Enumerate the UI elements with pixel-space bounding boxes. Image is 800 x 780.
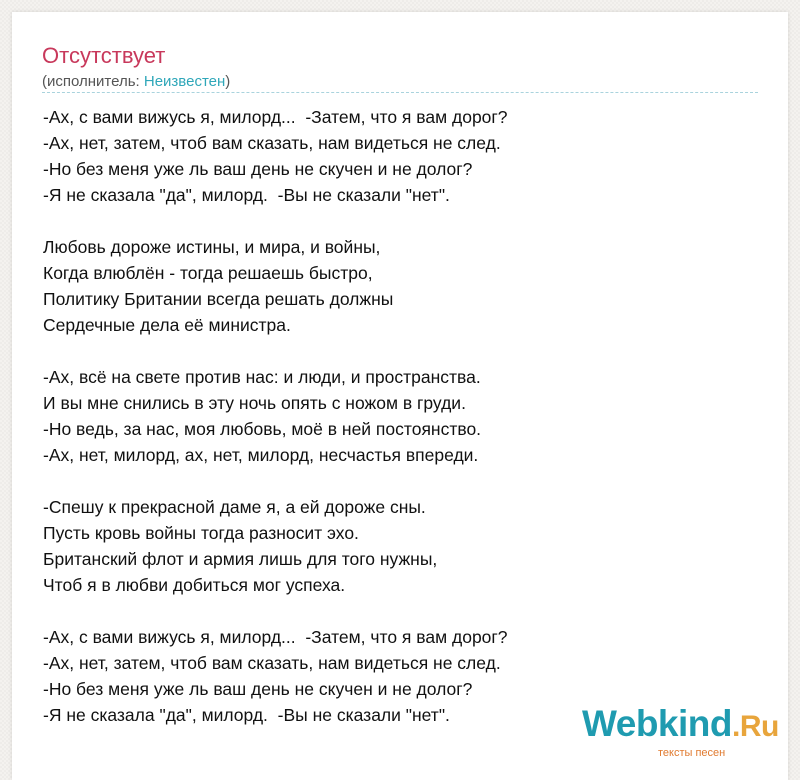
lyric-line: -Ах, нет, затем, чтоб вам сказать, нам видеться не след.	[43, 653, 501, 673]
lyric-line: Британский флот и армия лишь для того нужны,	[43, 549, 438, 569]
lyric-line: Любовь дороже истины, и мира, и войны,	[43, 237, 381, 257]
lyric-line: -Ах, с вами вижусь я, милорд... -Затем, что я вам дорог?	[43, 627, 508, 647]
lyric-line: -Я не сказала "да", милорд. -Вы не сказали "нет".	[43, 705, 450, 725]
lyric-line: Сердечные дела её министра.	[43, 315, 291, 335]
lyric-line: -Но ведь, за нас, моя любовь, моё в ней постоянство.	[43, 419, 482, 439]
lyric-line: Чтоб я в любви добиться мог успеха.	[43, 575, 346, 595]
lyric-line: -Я не сказала "да", милорд. -Вы не сказали "нет".	[43, 185, 450, 205]
logo-wordmark	[582, 702, 779, 749]
lyric-line: -Спешу к прекрасной даме я, а ей дороже сны.	[43, 497, 426, 517]
lyric-line: -Ах, нет, затем, чтоб вам сказать, нам видеться не след.	[43, 133, 501, 153]
song-title: Отсутствует	[42, 43, 166, 68]
webkind-logo[interactable]	[582, 702, 782, 762]
lyrics-body	[43, 104, 508, 754]
header-divider	[42, 92, 758, 93]
artist-suffix: )	[225, 73, 231, 90]
logo-tld: .Ru	[732, 710, 779, 743]
lyric-line: -Но без меня уже ль ваш день не скучен и не долог?	[43, 679, 473, 699]
stanza	[43, 234, 508, 338]
lyric-line: Политику Британии всегда решать должны	[43, 289, 394, 309]
stanza	[43, 364, 508, 468]
logo-name: Webkind	[582, 703, 732, 744]
artist-prefix: (исполнитель:	[42, 73, 144, 90]
lyric-line: -Ах, нет, милорд, ах, нет, милорд, несчастья впереди.	[43, 445, 479, 465]
artist-link[interactable]: Неизвестен	[143, 73, 226, 90]
lyric-line: -Но без меня уже ль ваш день не скучен и не долог?	[43, 159, 473, 179]
lyric-line: Пусть кровь войны тогда разносит эхо.	[43, 523, 359, 543]
lyrics-card	[12, 12, 788, 780]
stanza	[43, 494, 508, 598]
lyric-line: И вы мне снились в эту ночь опять с ножом в груди.	[43, 393, 466, 413]
lyric-line: -Ах, с вами вижусь я, милорд... -Затем, что я вам дорог?	[43, 107, 508, 127]
logo-tagline: тексты песен	[658, 747, 726, 759]
stanza	[43, 104, 508, 208]
lyric-line: -Ах, всё на свете против нас: и люди, и пространства.	[43, 367, 481, 387]
stanza	[43, 624, 508, 728]
lyric-line: Когда влюблён - тогда решаешь быстро,	[43, 263, 373, 283]
artist-line	[42, 72, 230, 92]
